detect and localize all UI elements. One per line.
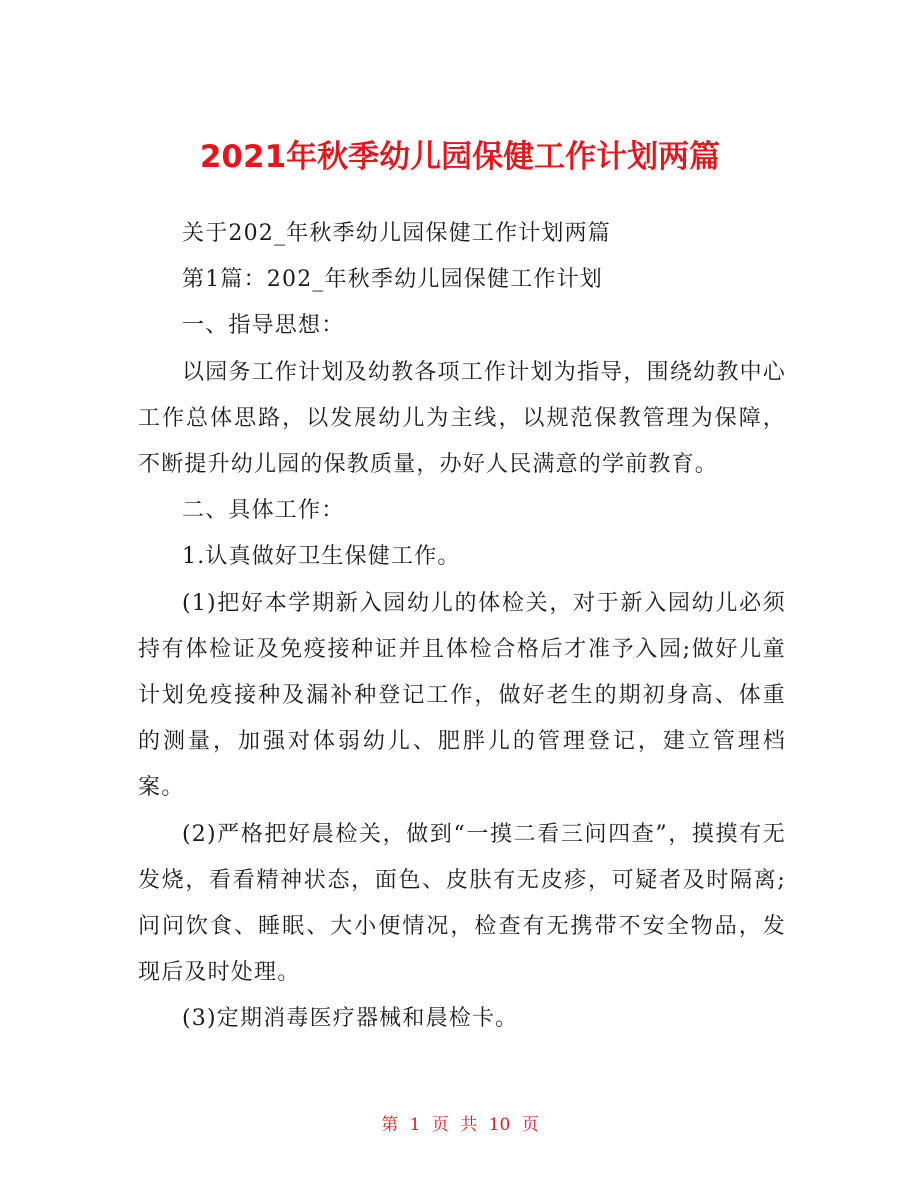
page-footer: 第 1 页 共 10 页 [381,1115,539,1135]
paragraph-item-1: 1.认真做好卫生保健工作。 [182,544,461,570]
paragraph-item-1-3: (3)定期消毒医疗器械和晨检卡。 [182,1006,519,1032]
document-title: 2021年秋季幼儿园保健工作计划两篇 [199,138,721,175]
paragraph-section-work: 二、具体工作： [182,498,345,524]
paragraph-item-1-2: (2)严格把好晨检关，做到“一摸二看三问四查”，摸摸有无发烧，看看精神状态，面色、皮肤有无皮疹，可疑者及时隔离;问问饮食、睡眠、大小便情况，检查有无携带不安全物品，发现后及时处理。 [138,821,786,986]
paragraph-section-guiding: 一、指导思想： [182,313,345,339]
paragraph-item-1-1: (1)把好本学期新入园幼儿的体检关，对于新入园幼儿必须持有体检证及免疫接种证并且体检合格后才准予入园;做好儿童计划免疫接种及漏补种登记工作，做好老生的期初身高、体重的测量，加强对体弱幼儿、肥胖儿的管理登记，建立管理档案。 [138,590,786,801]
paragraph-guiding-text: 以园务工作计划及幼教各项工作计划为指导，围绕幼教中心工作总体思路，以发展幼儿为主线，以规范保教管理为保障，不断提升幼儿园的保教质量，办好人民满意的学前教育。 [138,359,786,478]
paragraph-part-title: 第1篇：202_年秋季幼儿园保健工作计划 [182,267,603,293]
document-body [138,211,786,1043]
paragraph-heading: 关于202_年秋季幼儿园保健工作计划两篇 [182,221,611,246]
